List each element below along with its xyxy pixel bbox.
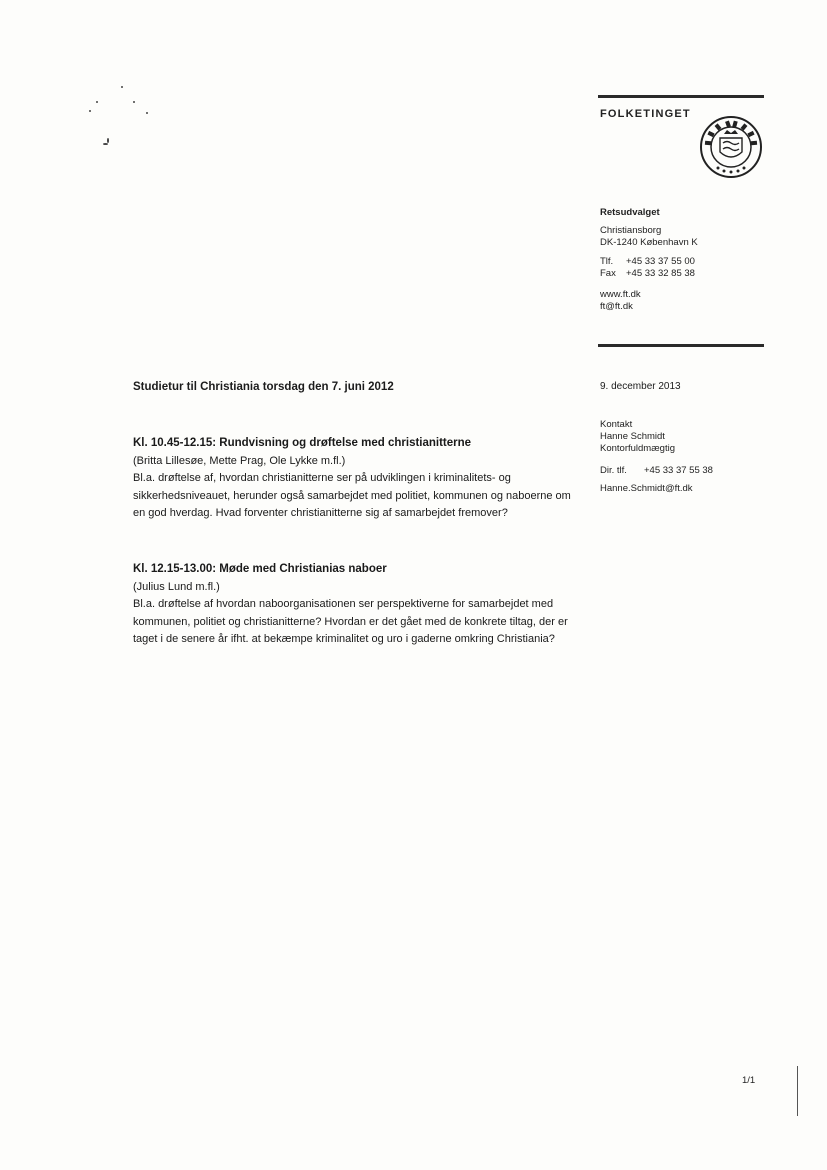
fax-row xyxy=(600,268,695,280)
phone-block xyxy=(600,256,695,280)
phone-row xyxy=(600,256,695,268)
section-heading: Kl. 10.45-12.15: Rundvisning og drøftelse med christianitterne xyxy=(133,437,472,449)
fax-label: Fax xyxy=(600,268,616,279)
contact-block xyxy=(600,419,675,455)
folketinget-seal-icon xyxy=(698,116,764,178)
contact-label: Kontakt xyxy=(600,419,633,430)
section-body: Bl.a. drøftelse af hvordan naboorganisationen ser perspektiverne for samarbejdet med kommunen, politiet og christianitterne? Hvordan er det gået med de konkrete tiltag, der er taget i de senere år ifht. at bekæmpe kriminalitet og uro i gaderne omkring Christiania? xyxy=(133,598,568,645)
page-number: 1/1 xyxy=(742,1075,756,1086)
address xyxy=(600,225,698,249)
letterhead-bottom-rule xyxy=(598,344,764,347)
org-email-link[interactable]: ft@ft.dk xyxy=(600,301,633,312)
section-participants: (Britta Lillesøe, Mette Prag, Ole Lykke m.fl.) xyxy=(133,454,346,467)
fax-value: +45 33 32 85 38 xyxy=(626,268,695,279)
org-name: FOLKETINGET xyxy=(600,108,691,120)
contact-email-link[interactable]: Hanne.Schmidt@ft.dk xyxy=(600,483,693,494)
section-heading: Kl. 12.15-13.00: Møde med Christianias naboer xyxy=(133,563,387,575)
direct-phone-label: Dir. tlf. xyxy=(600,465,627,476)
section-participants: (Julius Lund m.fl.) xyxy=(133,580,220,593)
phone-value: +45 33 37 55 00 xyxy=(626,256,695,267)
address-line: Christiansborg xyxy=(600,225,662,236)
scan-edge-mark xyxy=(797,1066,798,1116)
contact-title: Kontorfuldmægtig xyxy=(600,443,675,454)
letterhead-top-rule xyxy=(598,95,764,98)
letter-date: 9. december 2013 xyxy=(600,381,681,392)
web-block xyxy=(600,289,641,313)
direct-phone-row xyxy=(600,465,713,477)
committee-name: Retsudvalget xyxy=(600,207,660,218)
document-title: Studietur til Christiania torsdag den 7. juni 2012 xyxy=(133,381,394,393)
direct-phone-value: +45 33 37 55 38 xyxy=(644,465,713,476)
phone-label: Tlf. xyxy=(600,256,614,267)
agenda-section xyxy=(133,435,573,523)
address-line: DK-1240 København K xyxy=(600,237,698,248)
agenda-section xyxy=(133,561,573,649)
website-link[interactable]: www.ft.dk xyxy=(600,289,641,300)
contact-name: Hanne Schmidt xyxy=(600,431,665,442)
section-body: Bl.a. drøftelse af, hvordan christianitterne ser på udviklingen i kriminalitets- og sikkerhedsniveauet, herunder også samarbejdet med politiet, kommunen og naboerne om en god hverdag. Hvad forventer christianitterne sig af samarbejdet fremover? xyxy=(133,472,571,519)
